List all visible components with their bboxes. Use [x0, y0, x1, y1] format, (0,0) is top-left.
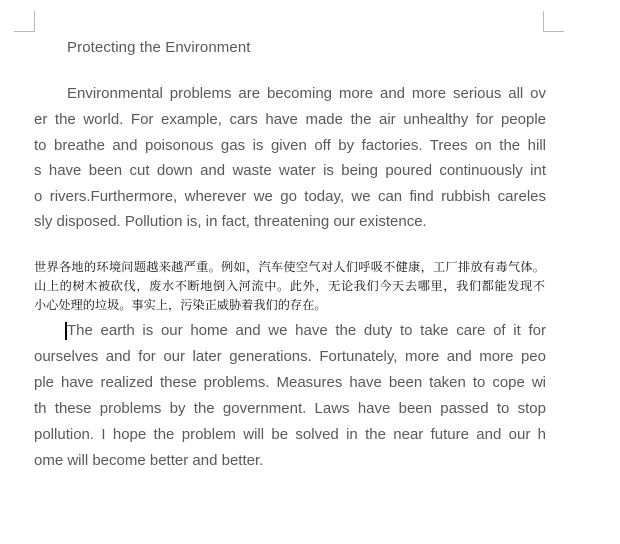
text-line[interactable]: 世界各地的环境问题越来越严重。例如，汽车使空气对人们呼吸不健康，工厂排放有毒气体。 — [34, 260, 545, 274]
text-line[interactable]: ourselves and for our later generations. Fortunately, more and more peo — [34, 348, 546, 365]
document-title[interactable]: Protecting the Environment — [67, 39, 251, 56]
text-line[interactable]: s have been cut down and waste water is being poured continuously int — [34, 162, 546, 179]
top-left-margin-mark — [14, 11, 35, 32]
text-line[interactable]: to breathe and poisonous gas is given off by factories. Trees on the hill — [34, 137, 546, 154]
text-line[interactable]: 小心处理的垃圾。事实上，污染正威胁着我们的存在。 — [34, 298, 327, 312]
text-line[interactable]: 山上的树木被砍伐，废水不断地倒入河流中。此外，无论我们今天去哪里，我们都能发现不 — [34, 279, 545, 293]
text-line[interactable]: ple have realized these problems. Measures have been taken to cope wi — [34, 374, 546, 391]
text-line[interactable]: The earth is our home and we have the duty to take care of it for — [67, 322, 546, 339]
text-line[interactable]: th these problems by the government. Laws have been passed to stop — [34, 400, 546, 417]
text-line[interactable]: Environmental problems are becoming more and more serious all ov — [67, 85, 546, 102]
top-right-margin-mark — [543, 11, 564, 32]
text-line[interactable]: ome will become better and better. — [34, 452, 264, 469]
text-line[interactable]: o rivers.Furthermore, wherever we go today, we can find rubbish careles — [34, 188, 546, 205]
text-line[interactable]: sly disposed. Pollution is, in fact, threatening our existence. — [34, 213, 427, 230]
text-line[interactable]: pollution. I hope the problem will be solved in the near future and our h — [34, 426, 546, 443]
text-line[interactable]: er the world. For example, cars have made the air unhealthy for people — [34, 111, 546, 128]
